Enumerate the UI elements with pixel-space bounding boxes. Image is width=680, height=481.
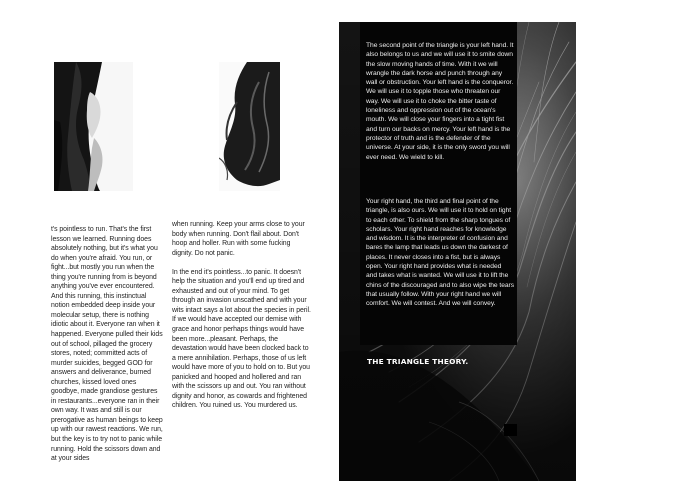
right-paragraph-2: Your right hand, the third and final point of the triangle, is also ours. We will use it to hold on tight to each other. To shield from the sharp tongues of scholars. Your right hand reaches for knowledge and wisdom. It is the interpreter of confusion and bares the lamp that leads us down the darkest of places. It never closes into a fist, but is always open. Your right hand provides what is needed and takes what is wanted. We will use it to lift the chins of the discouraged and to also wipe the tears that usually follow. With your right hand we will comfort. We will contest. And we will convey. <box>366 198 515 308</box>
body-paragraph: when running. Keep your arms close to your body when running. Don't flail about. Don't hoop and holler. Run with some fucking dignity. Do not panic. <box>172 221 305 257</box>
woman-profile-photo <box>54 62 133 191</box>
body-column-2 <box>172 220 312 411</box>
end-mark-square <box>504 424 517 436</box>
woman-hair-photo <box>219 62 280 191</box>
article-title: THE TRIANGLE THEORY. <box>367 357 469 366</box>
body-paragraph: t's pointless to run. That's the first lesson we learned. Running does absolutely nothing, but it's what you do when you're afraid. You run, or fight...but mostly you run when the thing you're running from is beyond anything you've ever encountered. And this running, this instinctual notion embedded deep inside your molecular setup, there is nothing idiotic about it. Everyone ran when it happened. Everyone pulled their kids out of school, pillaged the grocery stores, noted; committed acts of murder suicides, begged GOD for answers and deliverance, burned churches, kissed loved ones goodbye, made grandiose gestures in restaurants...everyone ran in their own way. It was and still is our prerogative as human beings to keep up with our rawest reactions. We run, but the key is to try not to panic while running. Hold the scissors down and at your sides <box>51 226 163 463</box>
body-column-1 <box>51 225 163 464</box>
body-paragraph: In the end it's pointless...to panic. It doesn't help the situation and you'll end up tired and exhausted and out of your mind. To get through an invasion unscathed and with your wits intact says a lot about the species in peril. If we would have accepted our demise with grace and honor perhaps things would have been more...pleasant. Perhaps, the devastation would have been clocked back to a mere annihilation. Perhaps, those of us left would have more of you to hold on to. But you panicked and hooped and hollered and ran with the scissors up and out. You ran without dignity and honor, as cowards and frightened children. You ruined us. You murdered us. <box>172 268 311 410</box>
right-paragraph-1: The second point of the triangle is your left hand. It also belongs to us and we will use it to smite down the slow moving hands of time. With it we will wrangle the dark horse and punch through any wall or obstruction. Your left hand is the conqueror. We will use it to topple those who threaten our way. We will use it to choke the bitter taste of loneliness and oppression out of the ocean's mouth. We will close your fingers into a tight fist and turn our backs on mercy. Your left hand is the protector of truth and is the defender of the universe. At your side, it is the only sword you will ever need. We wield to kill. <box>366 42 514 161</box>
